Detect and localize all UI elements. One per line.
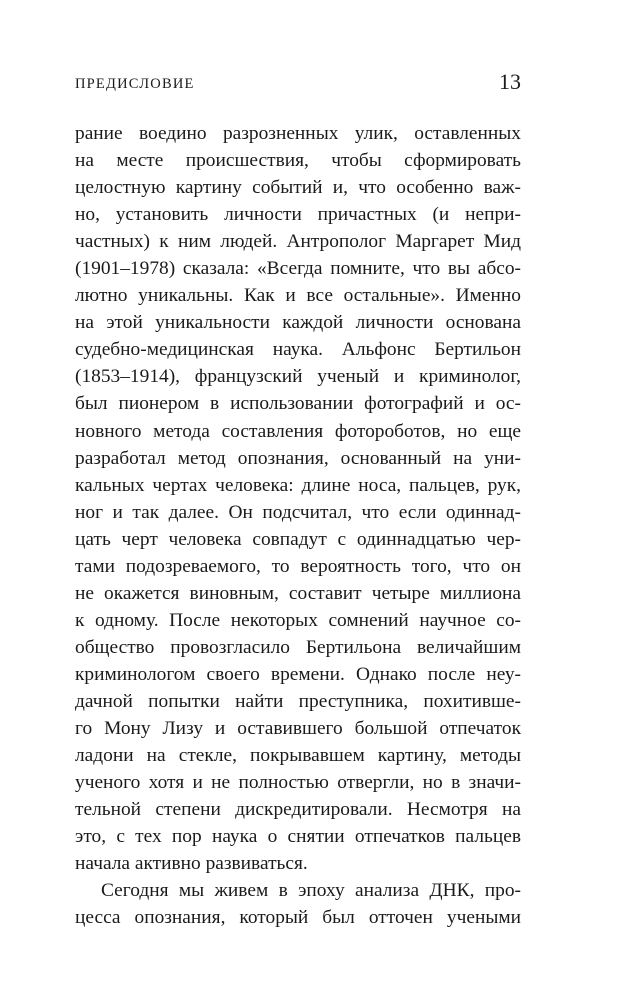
text-line: рание воедино разрозненных улик, оставленных <box>75 123 521 144</box>
text-line: разработал метод опознания, основанный на уни- <box>75 447 521 469</box>
text-line: общество провозгласило Бертильона величайшим <box>75 636 521 658</box>
text-line: кальных чертах человека: длине носа, пальцев, рук, <box>75 474 521 496</box>
text-line: на этой уникальности каждой личности основана <box>75 312 521 334</box>
text-line: (1853–1914), французский ученый и криминолог, <box>75 366 521 388</box>
text-line: тельной степени дискредитировали. Несмотря на <box>75 799 521 821</box>
text-line: ладони на стекле, покрывавшем картину, методы <box>75 745 521 767</box>
text-line: целостную картину событий и, что особенно важ- <box>75 177 521 199</box>
text-line: это, с тех пор наука о снятии отпечатков пальцев <box>75 826 521 848</box>
page-number: 13 <box>499 69 521 94</box>
text-line: не окажется виновным, составит четыре миллиона <box>75 582 521 604</box>
paragraph-last-line: начала активно развиваться. <box>75 853 308 875</box>
text-line: к одному. После некоторых сомнений научное со- <box>75 609 521 631</box>
body-text <box>75 120 521 931</box>
text-line: новного метода составления фотороботов, но еще <box>75 420 521 442</box>
text-line: (1901–1978) сказала: «Всегда помните, что вы абсо- <box>75 258 521 280</box>
text-line: был пионером в использовании фотографий и ос- <box>75 393 521 415</box>
paragraph-first-line: Сегодня мы живем в эпоху анализа ДНК, про- <box>101 880 521 902</box>
running-head: ПРЕДИСЛОВИЕ <box>75 76 195 92</box>
text-line: частных) к ним людей. Антрополог Маргарет Мид <box>75 231 521 253</box>
text-line: цесса опознания, который был отточен учеными <box>75 907 521 929</box>
text-line: лютно уникальны. Как и все остальные». Именно <box>75 285 521 307</box>
text-line: ученого хотя и не полностью отвергли, но в значи- <box>75 772 521 794</box>
text-line: цать черт человека совпадут с одиннадцатью чер- <box>75 528 521 550</box>
text-line: дачной попытки найти преступника, похитивше- <box>75 690 521 712</box>
text-line: ног и так далее. Он подсчитал, что если одиннад- <box>75 501 521 523</box>
text-line: тами подозреваемого, то вероятность того, что он <box>75 555 521 577</box>
text-line: на месте происшествия, чтобы сформировать <box>75 150 521 172</box>
text-line: но, установить личности причастных (и непри- <box>75 204 521 226</box>
text-line: криминологом своего времени. Однако после неу- <box>75 663 521 685</box>
text-line: го Мону Лизу и оставившего большой отпечаток <box>75 718 521 740</box>
text-line: судебно-медицинская наука. Альфонс Бертильон <box>75 339 521 361</box>
